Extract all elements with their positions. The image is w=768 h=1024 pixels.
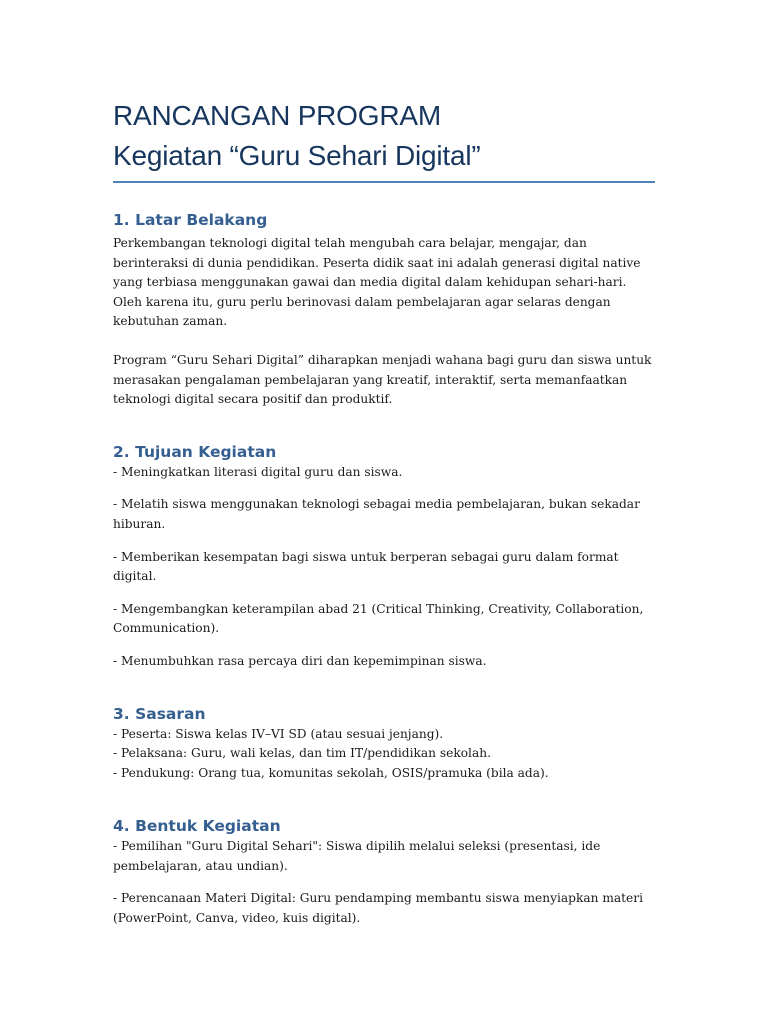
sasaran-item-1: - Peserta: Siswa kelas IV–VI SD (atau sesuai jenjang).: [113, 726, 444, 741]
sasaran-item-2: - Pelaksana: Guru, wali kelas, dan tim IT/pendidikan sekolah.: [113, 746, 491, 761]
document-title-line1: RANCANGAN PROGRAM: [113, 100, 441, 131]
document-title-line2: Kegiatan “Guru Sehari Digital”: [113, 140, 481, 171]
section-heading-bentuk-kegiatan: 4. Bentuk Kegiatan: [113, 817, 281, 836]
tujuan-item-2: - Melatih siswa menggunakan teknologi sebagai media pembelajaran, bukan sekadar hiburan.: [113, 497, 640, 531]
latar-paragraph-2: Program “Guru Sehari Digital” diharapkan menjadi wahana bagi guru dan siswa untuk merasakan pengalaman pembelajaran yang kreatif, interaktif, serta memanfaatkan teknologi digital secara positif dan produktif.: [113, 352, 652, 407]
section-heading-tujuan-kegiatan: 2. Tujuan Kegiatan: [113, 442, 277, 461]
document-body: [113, 96, 658, 929]
title-divider: [113, 181, 655, 183]
bentuk-item-1: - Pemilihan "Guru Digital Sehari": Siswa dipilih melalui seleksi (presentasi, ide pembelajaran, atau undian).: [113, 839, 601, 873]
tujuan-item-1: - Meningkatkan literasi digital guru dan siswa.: [113, 464, 403, 479]
tujuan-item-3: - Memberikan kesempatan bagi siswa untuk berperan sebagai guru dalam format digital.: [113, 549, 619, 584]
section-heading-latar-belakang: 1. Latar Belakang: [113, 211, 268, 229]
sasaran-item-3: - Pendukung: Orang tua, komunitas sekolah, OSIS/pramuka (bila ada).: [113, 765, 549, 780]
tujuan-item-5: - Menumbuhkan rasa percaya diri dan kepemimpinan siswa.: [113, 653, 487, 668]
tujuan-item-4: - Mengembangkan keterampilan abad 21 (Critical Thinking, Creativity, Collaboration, Communication).: [113, 601, 644, 636]
latar-paragraph-1: Perkembangan teknologi digital telah mengubah cara belajar, mengajar, dan berinteraksi di dunia pendidikan. Peserta didik saat ini adalah generasi digital native yang terbiasa menggunakan gawai dan media digital dalam kehidupan sehari-hari. Oleh karena itu, guru perlu berinovasi dalam pembelajaran agar selaras dengan kebutuhan zaman.: [113, 236, 641, 329]
bentuk-item-2: - Perencanaan Materi Digital: Guru pendamping membantu siswa menyiapkan materi (PowerPoint, Canva, video, kuis digital).: [113, 891, 643, 926]
section-heading-sasaran: 3. Sasaran: [113, 704, 206, 723]
